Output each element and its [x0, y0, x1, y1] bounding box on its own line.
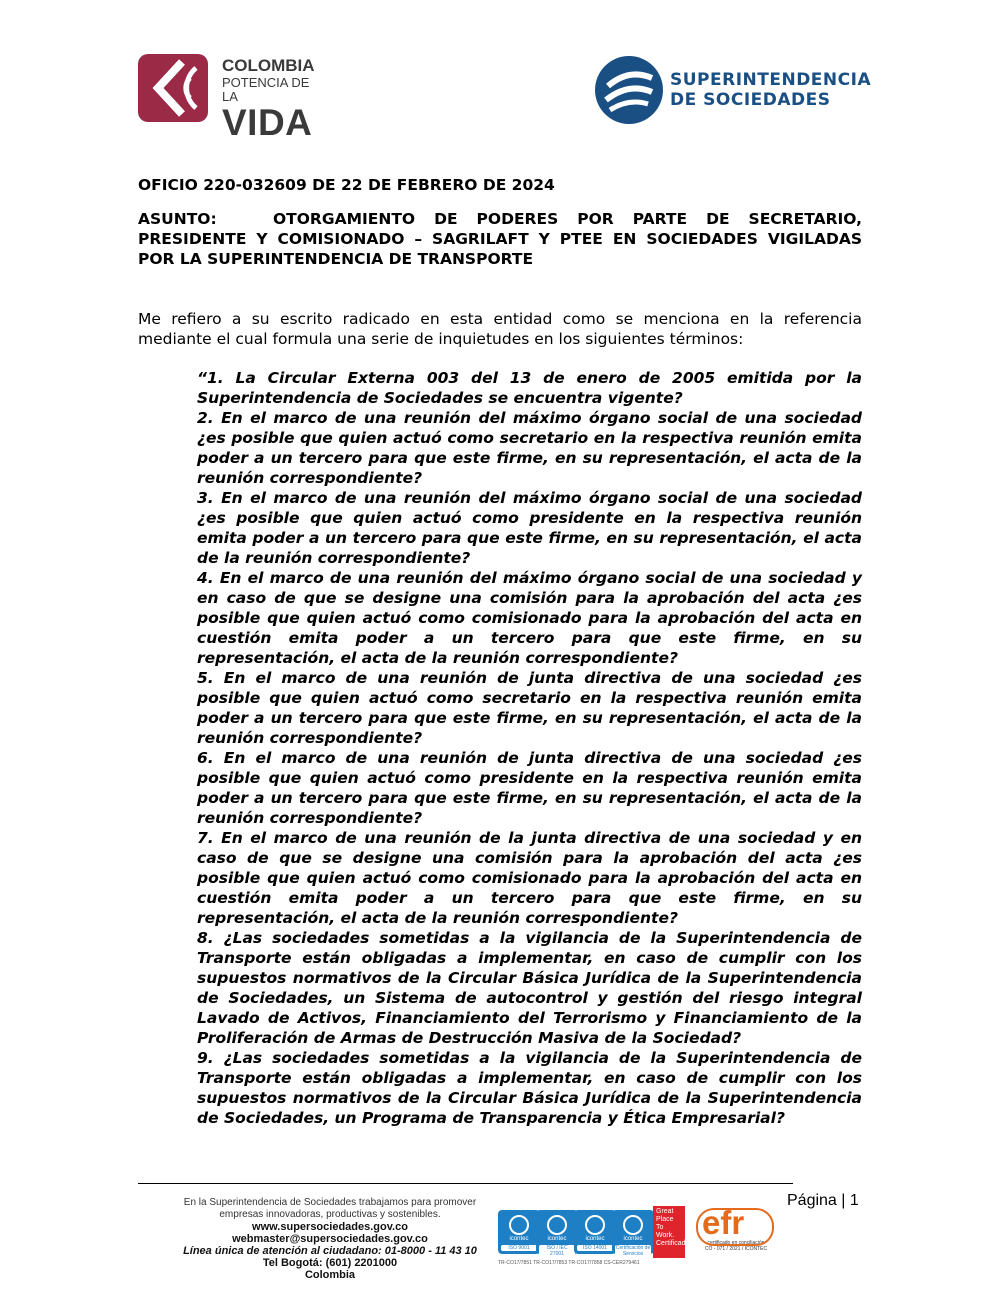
question-item: 2. En el marco de una reunión del máximo órgano social de una sociedad ¿es posible que quien actuó como secretario en la respectiva reunión emita poder a un tercero para que este firme, en su representación, el acta de la reunión correspondiente? [197, 409, 862, 487]
subject-text: OTORGAMIENTO DE PODERES POR PARTE DE SECRETARIO, PRESIDENTE Y COMISIONADO – SAGRILAFT Y PTEE EN SOCIEDADES VIGILADAS POR LA SUPERINTENDENCIA DE TRANSPORTE [138, 210, 862, 268]
supersociedades-logo [594, 54, 879, 128]
question-item: 5. En el marco de una reunión de junta directiva de una sociedad ¿es posible que quien actuó como secretario en la respectiva reunión emita poder a un tercero para que este firme, en su representación, el acta de la reunión correspondiente? [197, 669, 862, 747]
intro-paragraph: Me refiero a su escrito radicado en esta entidad como se menciona en la referencia mediante el cual formula una serie de inquietudes en los siguientes términos: [138, 310, 862, 348]
footer-hotline: Línea única de atención al ciudadano: 01-8000 - 11 43 10 [183, 1245, 477, 1257]
efr-frame-icon [696, 1204, 774, 1246]
subject-label: ASUNTO: [138, 210, 217, 228]
icontec-icon [585, 1215, 605, 1235]
logo-line-vida: VIDA [222, 102, 313, 143]
icontec-iso-9001-badge: icontec ISO 9001 [498, 1210, 540, 1254]
colombia-emblem-icon [138, 54, 208, 122]
question-item: 8. ¿Las sociedades sometidas a la vigilancia de la Superintendencia de Transporte están obligadas a implementar, en caso de cumplir con los supuestos normativos de la Circular Básica Jurídica de la Superintendencia de Sociedades, un Sistema de autocontrol y gestión del riesgo integral Lavado de Activos, Financiamiento del Terrorismo y Financiamiento de la Proliferación de Armas de Destrucción Masiva de la Sociedad? [197, 929, 862, 1047]
icontec-icon [547, 1215, 567, 1235]
footer-line1: En la Superintendencia de Sociedades trabajamos para promover [183, 1197, 477, 1208]
footer-email-link[interactable]: webmaster@supersociedades.gov.co [232, 1233, 428, 1245]
logo-line-de-sociedades: DE SOCIEDADES [670, 90, 831, 110]
question-item: 3. En el marco de una reunión del máximo órgano social de una sociedad ¿es posible que quien actuó como presidente en la respectiva reunión emita poder a un tercero para que este firme, en su representación, el acta de la reunión correspondiente? [197, 489, 862, 567]
supersociedades-emblem-icon [594, 54, 664, 126]
question-item: “1. La Circular Externa 003 del 13 de enero de 2005 emitida por la Superintendencia de Sociedades se encuentra vigente? [197, 369, 862, 407]
logo-line-colombia: COLOMBIA [222, 56, 315, 75]
footer-divider [138, 1183, 793, 1184]
logo-line-potencia: POTENCIA DE LA [222, 75, 310, 104]
questions-list [197, 368, 862, 1128]
efr-code: CO - 071 / 2021 / ICONTEC [704, 1246, 768, 1252]
icontec-iso-14001-badge: icontec ISO 14001 [574, 1210, 616, 1254]
icontec-icon [623, 1215, 643, 1235]
question-item: 6. En el marco de una reunión de junta directiva de una sociedad ¿es posible que quien actuó como presidente en la respectiva reunión emita poder a un tercero para que este firme, en su representación, el acta de la reunión correspondiente? [197, 749, 862, 827]
efr-certification-badge [696, 1206, 776, 1264]
footer-phone: Tel Bogotá: (601) 2201000 [262, 1257, 398, 1269]
footer-contact [160, 1197, 500, 1281]
certificate-codes: TR-CO17/7851 TR-CO17/7853 TR-CO17/7858 CS-CER279461 [498, 1260, 640, 1266]
subject-block [138, 209, 862, 269]
footer-website-link[interactable]: www.supersociedades.gov.co [252, 1221, 408, 1233]
great-place-to-work-badge: Great Place To Work. Certificado [653, 1206, 685, 1258]
question-item: 7. En el marco de una reunión de la junta directiva de una sociedad y en caso de que se designe una comisión para la aprobación del acta ¿es posible que quien actuó como comisionado para la aprobación del acta en cuestión emita poder a un tercero para que este firme, en su representación, el acta de la reunión correspondiente? [197, 829, 862, 927]
certification-badges [498, 1206, 778, 1270]
question-item: 9. ¿Las sociedades sometidas a la vigilancia de la Superintendencia de Transporte están obligadas a implementar, en caso de cumplir con los supuestos normativos de la Circular Básica Jurídica de la Superintendencia de Sociedades, un Programa de Transparencia y Ética Empresarial? [197, 1049, 862, 1127]
logo-line-superintendencia: SUPERINTENDENCIA [670, 70, 872, 90]
question-item: 4. En el marco de una reunión del máximo órgano social de una sociedad y en caso de que se designe una comisión para la aprobación del acta ¿es posible que quien actuó como comisionado para la aprobación del acta en cuestión emita poder a un tercero para que este firme, en su representación, el acta de la reunión correspondiente? [197, 569, 862, 667]
footer-line2: empresas innovadoras, productivas y sostenibles. [219, 1209, 441, 1220]
icontec-services-badge: icontec Certificación de Servicios [612, 1210, 654, 1254]
icontec-iso-27001-badge: icontec ISO / IEC 27001 [536, 1210, 578, 1254]
colombia-potencia-logo [138, 54, 328, 143]
footer-country: Colombia [304, 1269, 356, 1281]
document-title: OFICIO 220-032609 DE 22 DE FEBRERO DE 2024 [138, 176, 555, 194]
efr-caption: certificado en conciliación [707, 1240, 765, 1246]
efr-mark: efr [702, 1204, 745, 1241]
icontec-icon [509, 1215, 529, 1235]
page-number: Página | 1 [787, 1192, 859, 1209]
